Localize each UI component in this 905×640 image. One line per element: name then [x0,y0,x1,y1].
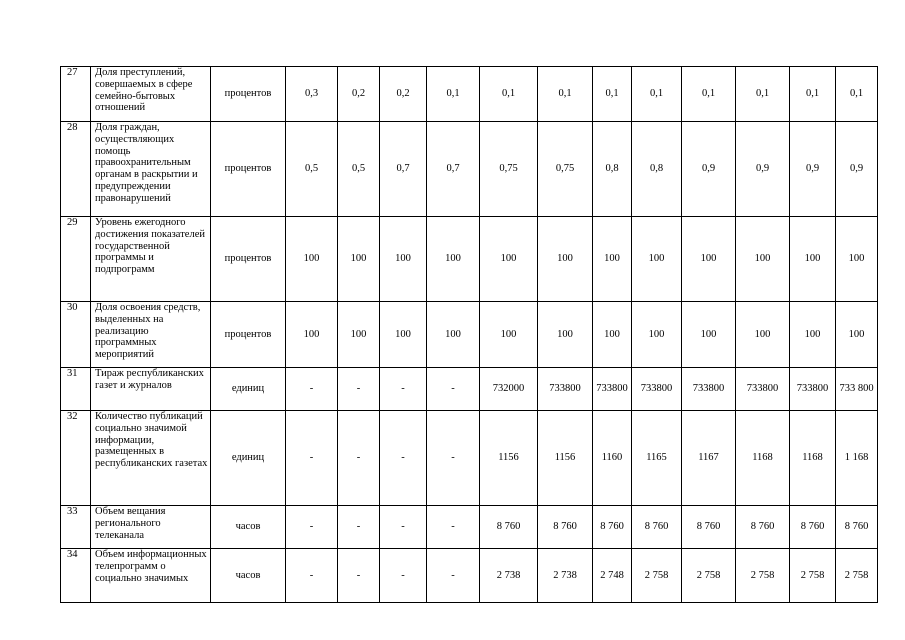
value-cell: 100 [480,217,538,302]
indicator-name: Уровень ежегодного достижения показателей государственной программы и подпрограмм [91,217,211,302]
value-cell: 100 [338,302,380,368]
value-cell: 1 168 [836,411,878,506]
value-cell: 100 [286,302,338,368]
indicator-name: Доля освоения средств, выделенных на реализацию программных мероприятий [91,302,211,368]
value-cell: 733800 [632,368,682,411]
table-row [61,302,878,368]
value-cell: 1156 [480,411,538,506]
value-cell: 100 [632,302,682,368]
indicator-name: Объем вещания регионального телеканала [91,506,211,549]
value-cell: - [286,549,338,603]
indicator-name: Доля граждан, осуществляющих помощь правоохранительным органам в раскрытии и предупреждении правонарушений [91,122,211,217]
value-cell: 0,5 [286,122,338,217]
value-cell: 100 [836,217,878,302]
value-cell: 0,1 [836,67,878,122]
value-cell: 100 [790,217,836,302]
value-cell: 100 [427,302,480,368]
value-cell: 100 [790,302,836,368]
value-cell: 0,1 [790,67,836,122]
value-cell: 100 [380,217,427,302]
indicator-name: Тираж республиканских газет и журналов [91,368,211,411]
value-cell: 100 [380,302,427,368]
value-cell: 0,1 [593,67,632,122]
table-row [61,368,878,411]
table-body [61,67,878,603]
row-number: 32 [61,411,91,506]
value-cell: - [427,506,480,549]
row-number: 34 [61,549,91,603]
value-cell: 100 [682,302,736,368]
value-cell: 1168 [736,411,790,506]
value-cell: 0,1 [480,67,538,122]
value-cell: 1168 [790,411,836,506]
value-cell: 0,75 [538,122,593,217]
value-cell: - [338,411,380,506]
value-cell: 1160 [593,411,632,506]
value-cell: 2 758 [682,549,736,603]
value-cell: 100 [338,217,380,302]
unit-cell: единиц [211,368,286,411]
unit-cell: процентов [211,122,286,217]
value-cell: 0,2 [380,67,427,122]
value-cell: 732000 [480,368,538,411]
value-cell: - [427,411,480,506]
row-number: 31 [61,368,91,411]
value-cell: 0,8 [632,122,682,217]
value-cell: 2 758 [790,549,836,603]
value-cell: 100 [427,217,480,302]
table-row [61,549,878,603]
value-cell: 0,1 [427,67,480,122]
unit-cell: процентов [211,302,286,368]
row-number: 30 [61,302,91,368]
value-cell: 100 [632,217,682,302]
value-cell: 0,9 [736,122,790,217]
row-number: 27 [61,67,91,122]
value-cell: 8 760 [480,506,538,549]
value-cell: 100 [736,217,790,302]
value-cell: - [286,506,338,549]
value-cell: - [380,368,427,411]
value-cell: 733800 [593,368,632,411]
unit-cell: единиц [211,411,286,506]
indicator-name: Количество публикаций социально значимой информации, размещенных в республиканских газетах [91,411,211,506]
value-cell: 2 758 [632,549,682,603]
value-cell: - [380,549,427,603]
table-row [61,217,878,302]
unit-cell: часов [211,549,286,603]
value-cell: 0,5 [338,122,380,217]
row-number: 33 [61,506,91,549]
value-cell: 100 [593,217,632,302]
value-cell: 100 [480,302,538,368]
value-cell: - [380,506,427,549]
value-cell: 0,2 [338,67,380,122]
value-cell: 8 760 [790,506,836,549]
table-row [61,506,878,549]
value-cell: 8 760 [682,506,736,549]
value-cell: 100 [736,302,790,368]
value-cell: 0,7 [380,122,427,217]
value-cell: 2 738 [480,549,538,603]
value-cell: 100 [538,217,593,302]
value-cell: 2 738 [538,549,593,603]
value-cell: 8 760 [593,506,632,549]
value-cell: 0,1 [632,67,682,122]
value-cell: - [427,368,480,411]
table-row [61,122,878,217]
value-cell: - [338,368,380,411]
value-cell: 733800 [538,368,593,411]
indicator-name: Объем информационных телепрограмм о социально значимых [91,549,211,603]
value-cell: - [427,549,480,603]
value-cell: - [380,411,427,506]
value-cell: 733800 [790,368,836,411]
indicators-table [60,66,878,603]
value-cell: 0,1 [538,67,593,122]
row-number: 29 [61,217,91,302]
value-cell: 8 760 [736,506,790,549]
table-row [61,411,878,506]
value-cell: 0,9 [682,122,736,217]
value-cell: - [286,411,338,506]
value-cell: - [338,506,380,549]
value-cell: - [286,368,338,411]
value-cell: 1167 [682,411,736,506]
value-cell: 8 760 [836,506,878,549]
unit-cell: процентов [211,217,286,302]
value-cell: 0,1 [682,67,736,122]
indicator-name: Доля преступлений, совершаемых в сфере семейно-бытовых отношений [91,67,211,122]
value-cell: 0,8 [593,122,632,217]
value-cell: 8 760 [632,506,682,549]
value-cell: 2 758 [736,549,790,603]
value-cell: 0,9 [790,122,836,217]
value-cell: 1165 [632,411,682,506]
value-cell: 0,7 [427,122,480,217]
value-cell: 100 [593,302,632,368]
value-cell: 1156 [538,411,593,506]
value-cell: 2 758 [836,549,878,603]
unit-cell: процентов [211,67,286,122]
value-cell: 733800 [682,368,736,411]
value-cell: 0,1 [736,67,790,122]
value-cell: 0,9 [836,122,878,217]
value-cell: - [338,549,380,603]
value-cell: 100 [538,302,593,368]
value-cell: 8 760 [538,506,593,549]
unit-cell: часов [211,506,286,549]
value-cell: 100 [682,217,736,302]
table-row [61,67,878,122]
value-cell: 0,3 [286,67,338,122]
value-cell: 733800 [736,368,790,411]
value-cell: 0,75 [480,122,538,217]
value-cell: 2 748 [593,549,632,603]
row-number: 28 [61,122,91,217]
value-cell: 100 [286,217,338,302]
value-cell: 100 [836,302,878,368]
value-cell: 733 800 [836,368,878,411]
